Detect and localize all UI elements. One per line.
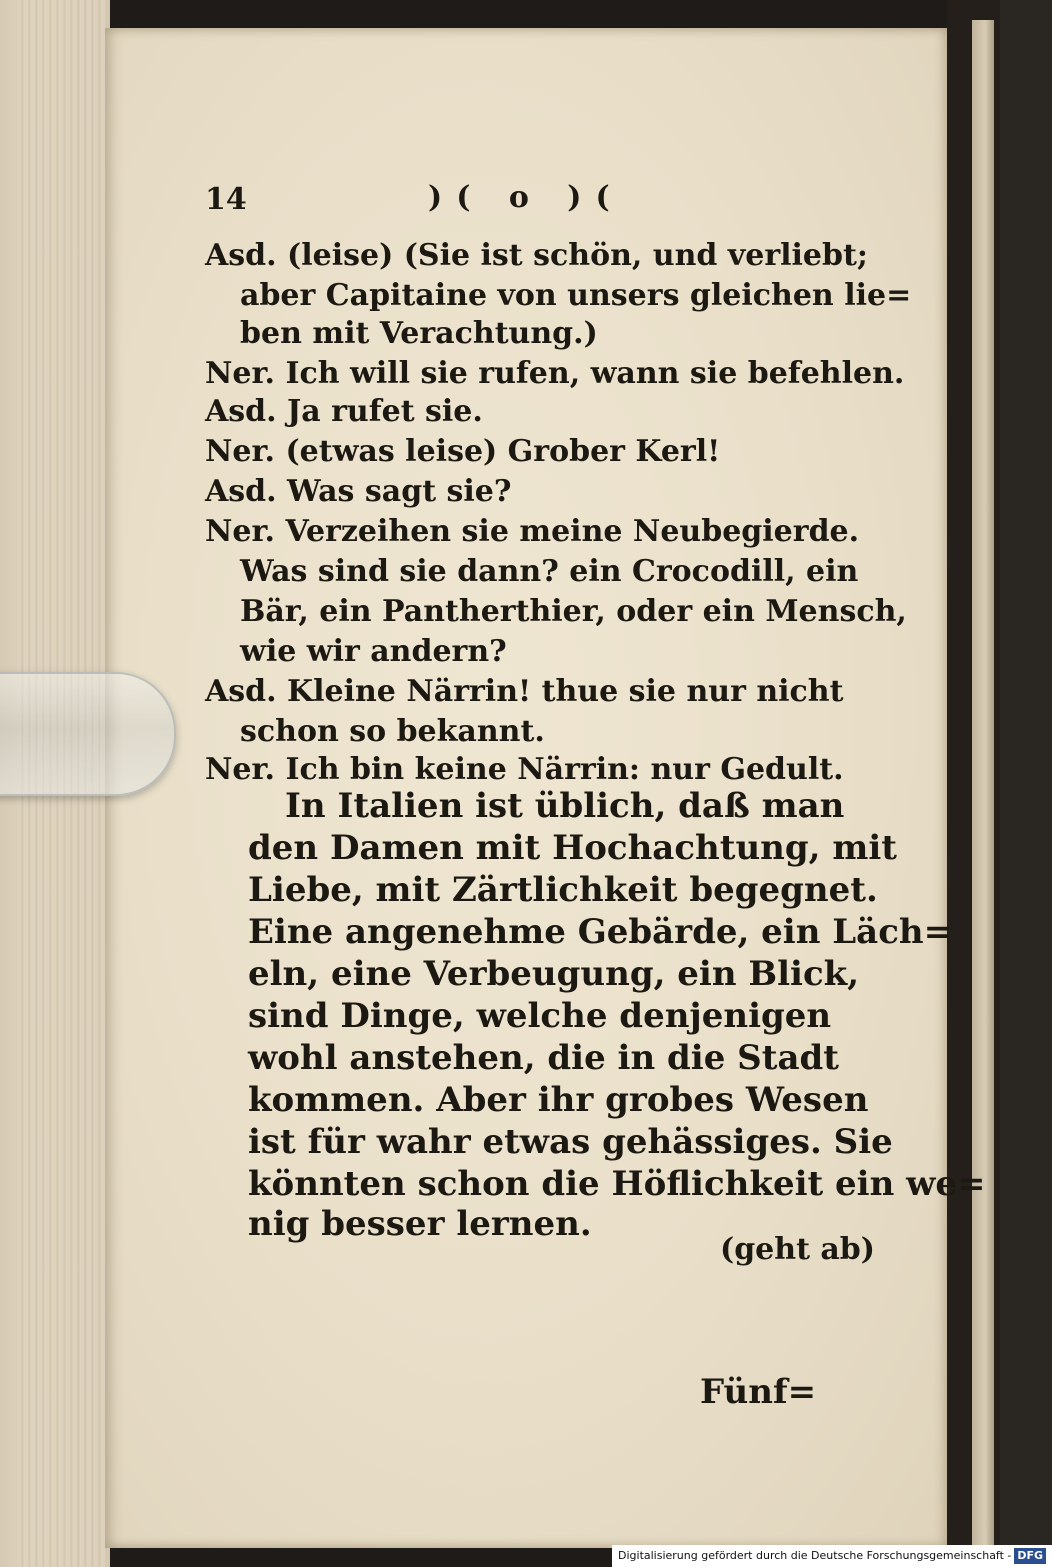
- dialogue-line: Ner. (etwas leise) Grober Kerl!: [205, 434, 721, 469]
- dialogue-line: schon so bekannt.: [240, 714, 545, 749]
- paragraph-line: könnten schon die Höflichkeit ein we=: [248, 1164, 986, 1204]
- paragraph-line: Liebe, mit Zärtlichkeit begegnet.: [248, 870, 878, 910]
- dialogue-line: Was sind sie dann? ein Crocodill, ein: [240, 554, 859, 589]
- glass-page-holder: [0, 672, 176, 796]
- page-number: 14: [205, 182, 247, 217]
- dialogue-line: aber Capitaine von unsers gleichen lie=: [240, 278, 912, 313]
- dialogue-line: Asd. Kleine Närrin! thue sie nur nicht: [205, 674, 844, 709]
- paragraph-line: Eine angenehme Gebärde, ein Läch=: [248, 912, 953, 952]
- dialogue-line: Ner. Ich will sie rufen, wann sie befehlen.: [205, 356, 905, 391]
- footer-text: Digitalisierung gefördert durch die Deutsche Forschungsgemeinschaft -: [618, 1549, 1012, 1562]
- paragraph-line: In Italien ist üblich, daß man: [285, 786, 845, 826]
- header-ornament: )( o )(: [428, 180, 624, 215]
- paragraph-line: nig besser lernen.: [248, 1204, 592, 1244]
- paragraph-line: wohl anstehen, die in die Stadt: [248, 1038, 839, 1078]
- dialogue-line: ben mit Verachtung.): [240, 316, 598, 351]
- dfg-logo: DFG: [1014, 1548, 1046, 1564]
- digitization-footer: [612, 1545, 1052, 1567]
- dialogue-line: Asd. Was sagt sie?: [205, 474, 512, 509]
- dialogue-line: wie wir andern?: [240, 634, 507, 669]
- dialogue-line: Ner. Ich bin keine Närrin: nur Gedult.: [205, 752, 844, 787]
- paragraph-line: ist für wahr etwas gehässiges. Sie: [248, 1122, 893, 1162]
- dialogue-line: Asd. Ja rufet sie.: [205, 394, 483, 429]
- dialogue-line: Ner. Verzeihen sie meine Neubegierde.: [205, 514, 860, 549]
- dialogue-line: Asd. (leise) (Sie ist schön, und verliebt;: [205, 238, 868, 273]
- catchword: Fünf=: [700, 1372, 817, 1412]
- paragraph-line: den Damen mit Hochachtung, mit: [248, 828, 897, 868]
- paragraph-line: kommen. Aber ihr grobes Wesen: [248, 1080, 869, 1120]
- paragraph-line: eln, eine Verbeugung, ein Blick,: [248, 954, 860, 994]
- paragraph-line: sind Dinge, welche denjenigen: [248, 996, 832, 1036]
- dialogue-line: Bär, ein Pantherthier, oder ein Mensch,: [240, 594, 907, 629]
- facing-page-edge: [972, 20, 994, 1550]
- stage-direction: (geht ab): [720, 1232, 875, 1267]
